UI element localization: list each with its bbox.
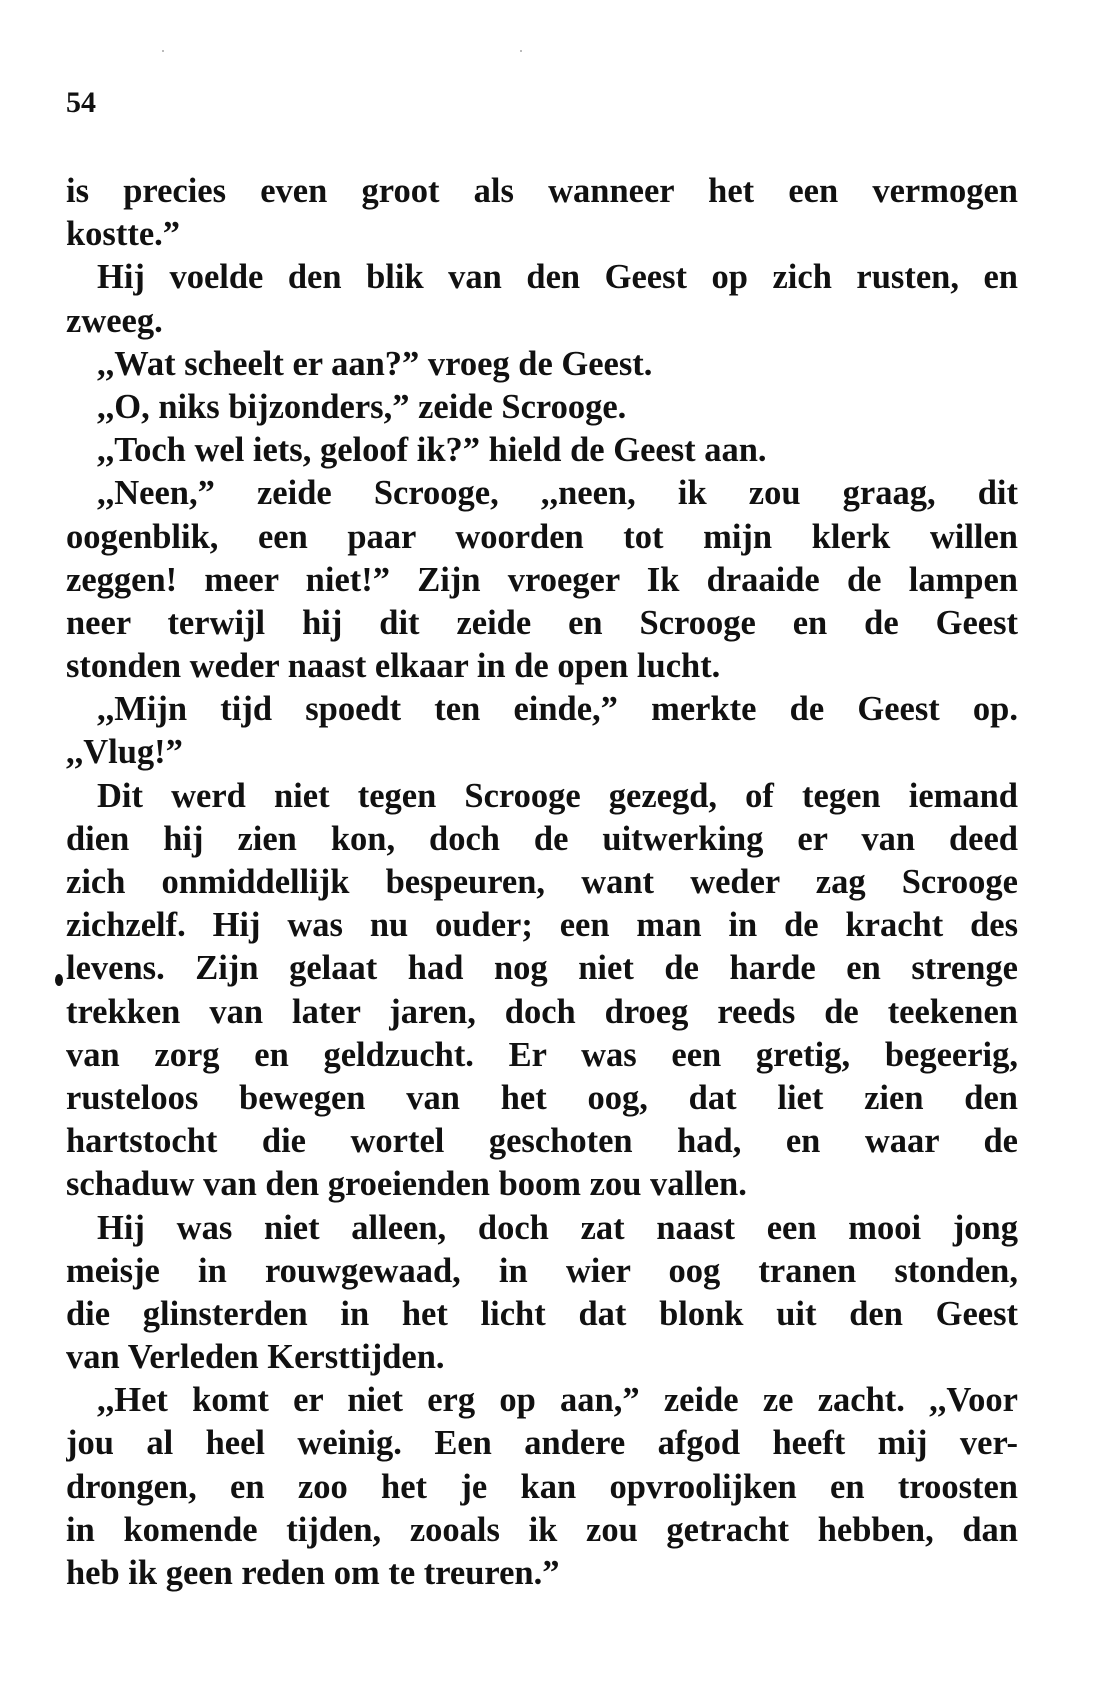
- page-number: 54: [66, 86, 96, 119]
- text-line: is precies even groot als wanneer het een vermogen: [66, 172, 1018, 210]
- text-line: ,,O, niks bijzonders,” zeide Scrooge.: [97, 387, 627, 426]
- text-line: oogenblik, een paar woorden tot mijn klerk willen: [66, 517, 1018, 556]
- margin-ink-spot: [55, 974, 63, 986]
- text-line: ,,Het komt er niet erg op aan,” zeide ze zacht. ,,Voor: [97, 1381, 1018, 1420]
- text-line: zichzelf. Hij was nu ouder; een man in de kracht des: [66, 906, 1018, 945]
- text-line: dien hij zien kon, doch de uitwerking er van deed: [66, 819, 1018, 858]
- text-line: zich onmiddellijk bespeuren, want weder zag Scrooge: [66, 863, 1018, 901]
- scan-speck: [520, 50, 522, 52]
- text-line: van Verleden Kersttijden.: [66, 1338, 445, 1377]
- text-line: neer terwijl hij dit zeide en Scrooge en de Geest: [66, 603, 1018, 642]
- text-line: in komende tijden, zooals ik zou getracht hebben, dan: [66, 1510, 1018, 1549]
- text-line: ,,Wat scheelt er aan?” vroeg de Geest.: [97, 344, 653, 383]
- text-line: schaduw van den groeienden boom zou vallen.: [66, 1165, 747, 1204]
- text-line: ,,Vlug!”: [66, 733, 183, 772]
- text-line: kostte.”: [66, 215, 181, 254]
- text-line: meisje in rouwgewaad, in wier oog tranen stonden,: [66, 1251, 1018, 1290]
- text-line: drongen, en zoo het je kan opvroolijken en troosten: [66, 1467, 1018, 1506]
- text-line: hartstocht die wortel geschoten had, en waar de: [66, 1122, 1018, 1161]
- text-line: ,,Neen,” zeide Scrooge, ,,neen, ik zou graag, dit: [97, 474, 1018, 513]
- text-line: ,,Toch wel iets, geloof ik?” hield de Geest aan.: [97, 431, 767, 470]
- text-line: jou al heel weinig. Een andere afgod heeft mij ver-: [66, 1424, 1018, 1463]
- text-line: heb ik geen reden om te treuren.”: [66, 1554, 560, 1592]
- text-line: Hij was niet alleen, doch zat naast een mooi jong: [97, 1208, 1018, 1247]
- text-line: die glinsterden in het licht dat blonk uit den Geest: [66, 1294, 1018, 1333]
- text-line: zeggen! meer niet!” Zijn vroeger Ik draaide de lampen: [66, 560, 1018, 599]
- text-line: van zorg en geldzucht. Er was een gretig, begeerig,: [66, 1035, 1018, 1074]
- body-text: [66, 172, 1018, 1597]
- text-line: ,,Mijn tijd spoedt ten einde,” merkte de Geest op.: [97, 690, 1018, 729]
- text-line: trekken van later jaren, doch droeg reeds de teekenen: [66, 992, 1018, 1031]
- text-line: zweeg.: [66, 301, 163, 340]
- text-line: levens. Zijn gelaat had nog niet de harde en strenge: [66, 949, 1018, 988]
- text-line: Dit werd niet tegen Scrooge gezegd, of tegen iemand: [97, 776, 1018, 815]
- text-line: stonden weder naast elkaar in de open lucht.: [66, 647, 721, 686]
- text-line: rusteloos bewegen van het oog, dat liet zien den: [66, 1078, 1018, 1117]
- scan-speck: [162, 50, 164, 52]
- text-line: Hij voelde den blik van den Geest op zich rusten, en: [97, 258, 1018, 297]
